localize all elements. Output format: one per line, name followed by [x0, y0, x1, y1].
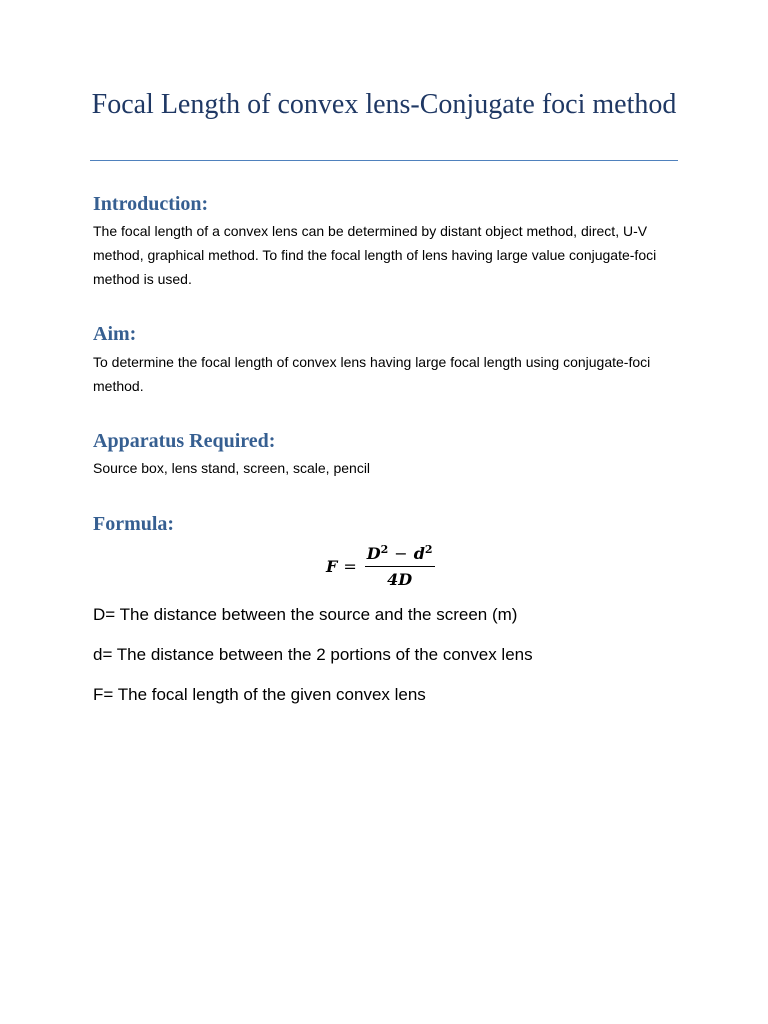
apparatus-text: Source box, lens stand, screen, scale, pencil: [93, 460, 371, 476]
numerator-term1: D: [366, 544, 381, 563]
formula-lhs: F: [326, 556, 338, 576]
definition-F: F= The focal length of the given convex lens: [93, 685, 426, 704]
formula-denominator: 4D: [387, 570, 413, 589]
aim-heading: Aim:: [93, 323, 137, 345]
introduction-heading: Introduction:: [93, 193, 209, 215]
formula-numerator: [365, 543, 435, 567]
apparatus-heading: Apparatus Required:: [93, 430, 276, 452]
formula-fraction: [365, 543, 435, 589]
document-title: Focal Length of convex lens-Conjugate foci method: [91, 89, 677, 120]
definition-D: D= The distance between the source and the screen (m): [93, 605, 518, 624]
title-underline: [90, 160, 678, 161]
introduction-text: The focal length of a convex lens can be determined by distant object method, direct, U-V method, graphical method. To find the focal length of lens having large value conjugate-foci method is used.: [93, 223, 657, 287]
numerator-exp1: 2: [380, 543, 389, 556]
aim-text: To determine the focal length of convex lens having large focal length using conjugate-foci method.: [93, 354, 651, 394]
formula-heading: Formula:: [93, 513, 175, 535]
numerator-exp2: 2: [424, 543, 433, 556]
definition-d: d= The distance between the 2 portions of the convex lens: [93, 645, 533, 664]
focal-length-formula: [326, 538, 435, 594]
numerator-term2: d: [413, 544, 425, 563]
numerator-operator: −: [394, 544, 408, 563]
formula-equals: =: [343, 556, 357, 576]
